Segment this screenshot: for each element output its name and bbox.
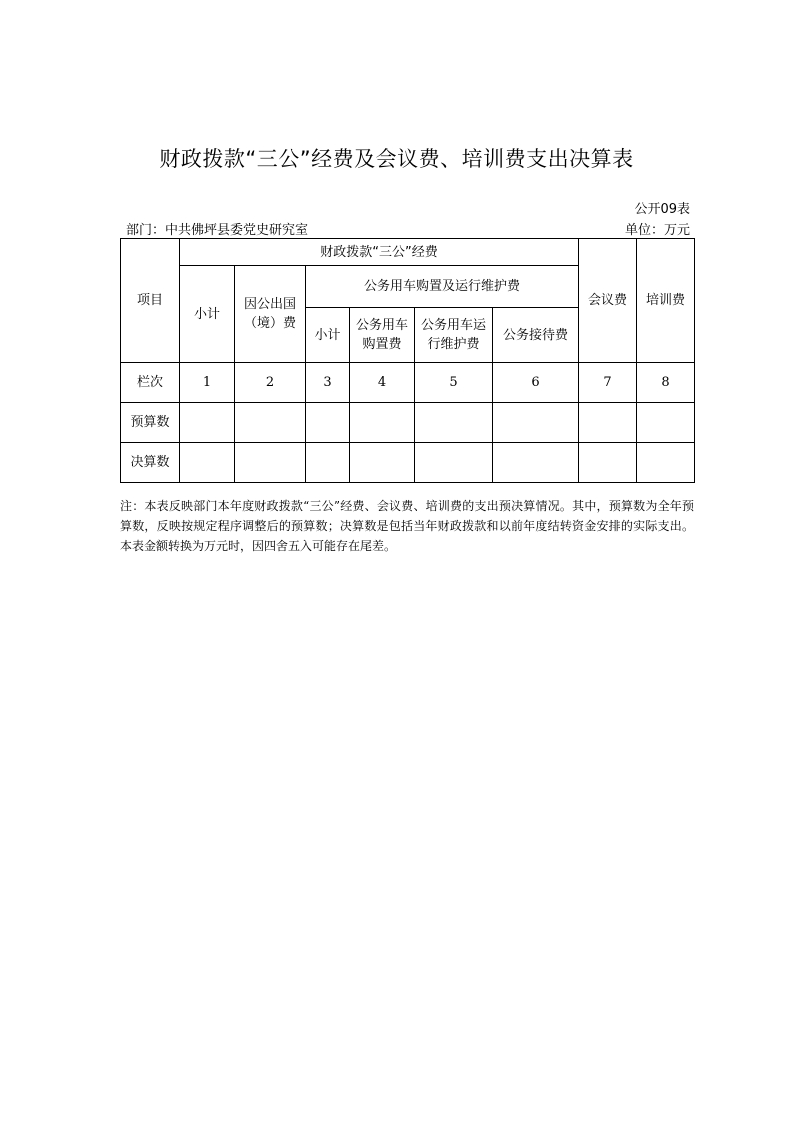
header-vehicle-subtotal: 小计 [306, 308, 350, 363]
header-operation [415, 308, 493, 363]
table-cell [493, 443, 579, 483]
column-number-row [121, 363, 695, 403]
column-number: 7 [579, 363, 637, 403]
table-cell [579, 403, 637, 443]
table-cell [235, 443, 306, 483]
table-cell [306, 403, 350, 443]
header-abroad-line1: 因公出国 [243, 297, 296, 312]
budget-label: 预算数 [121, 403, 180, 443]
header-vehicle: 公务用车购置及运行维护费 [306, 266, 579, 308]
table-cell [306, 443, 350, 483]
column-number: 6 [493, 363, 579, 403]
header-three-public: 财政拨款“三公”经费 [180, 239, 579, 266]
column-number: 1 [180, 363, 235, 403]
header-training: 培训费 [637, 239, 695, 363]
table-cell [493, 403, 579, 443]
column-number: 2 [235, 363, 306, 403]
table-cell [637, 403, 695, 443]
column-number: 8 [637, 363, 695, 403]
header-purchase [350, 308, 415, 363]
header-abroad [235, 266, 306, 363]
final-label: 决算数 [121, 443, 180, 483]
column-number: 3 [306, 363, 350, 403]
header-item: 项目 [121, 239, 180, 363]
table-cell [415, 403, 493, 443]
header-operation-line1: 公务用车运 [420, 318, 486, 333]
table-cell [180, 403, 235, 443]
table-cell [350, 443, 415, 483]
table-cell [235, 403, 306, 443]
column-number: 4 [350, 363, 415, 403]
header-purchase-line1: 公务用车 [355, 318, 408, 333]
table-cell [415, 443, 493, 483]
page-title: 财政拨款“三公”经费及会议费、培训费支出决算表 [159, 147, 634, 171]
header-subtotal: 小计 [180, 266, 235, 363]
table-cell [350, 403, 415, 443]
expenditure-table [120, 238, 695, 483]
header-operation-line2: 行维护费 [427, 337, 480, 352]
table-cell [637, 443, 695, 483]
footnote: 注：本表反映部门本年度财政拨款“三公”经费、会议费、培训费的支出预决算情况。其中，预算数为全年预算数，反映按规定程序调整后的预算数；决算数是包括当年财政拨款和以前年度结转资金安排的实际支出。本表金额转换为万元时，因四舍五入可能存在尾差。 [120, 499, 694, 553]
budget-row [121, 403, 695, 443]
header-reception: 公务接待费 [493, 308, 579, 363]
table-cell [579, 443, 637, 483]
table-cell [180, 443, 235, 483]
header-purchase-line2: 购置费 [362, 337, 402, 352]
final-row [121, 443, 695, 483]
unit-label: 单位：万元 [624, 223, 690, 238]
header-meeting: 会议费 [579, 239, 637, 363]
department-label: 部门：中共佛坪县委党史研究室 [126, 223, 309, 238]
form-number: 公开09表 [634, 202, 690, 217]
header-abroad-line2: （境）费 [243, 316, 296, 331]
column-number-label: 栏次 [121, 363, 180, 403]
column-number: 5 [415, 363, 493, 403]
